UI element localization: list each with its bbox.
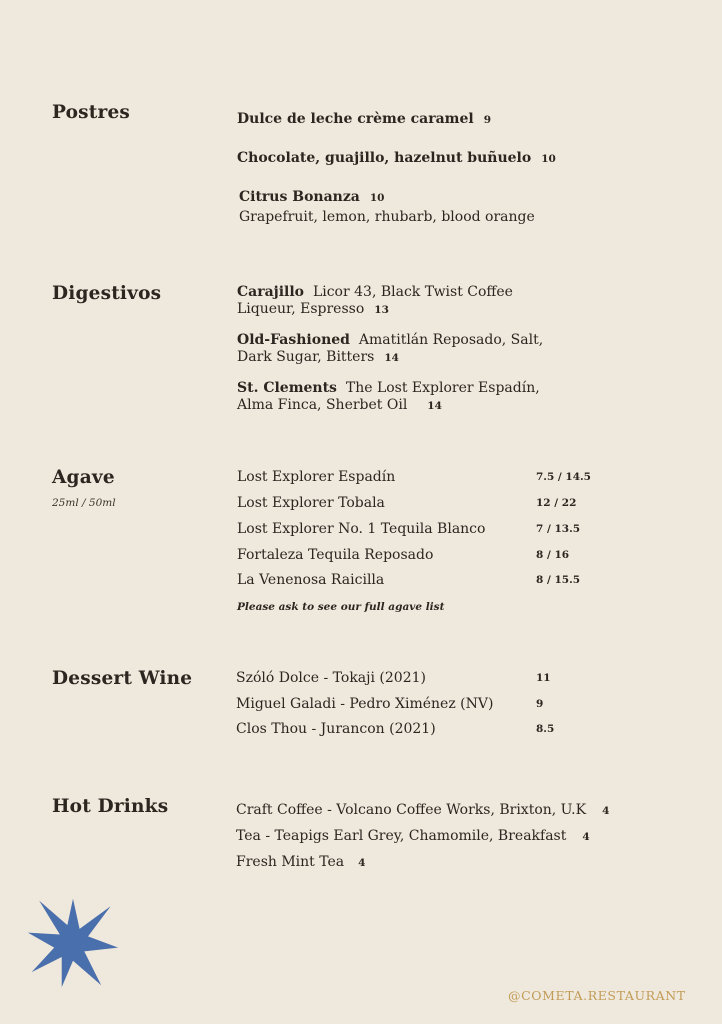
item-price: 14 bbox=[427, 400, 442, 412]
menu-item bbox=[236, 826, 590, 847]
item-price: 10 bbox=[369, 192, 385, 204]
menu-item-continued bbox=[237, 396, 442, 415]
menu-item bbox=[237, 570, 637, 590]
agave-note: Please ask to see our full agave list bbox=[237, 601, 445, 613]
item-name: Miguel Galadi - Pedro Ximénez (NV) bbox=[236, 696, 494, 712]
section-title: Agave bbox=[52, 467, 115, 488]
menu-item bbox=[237, 331, 543, 349]
item-name: La Venenosa Raicilla bbox=[237, 572, 385, 588]
item-price: 9 bbox=[483, 114, 492, 126]
item-price: 8 / 16 bbox=[536, 549, 570, 561]
menu-item bbox=[236, 719, 636, 739]
menu-item bbox=[236, 694, 636, 714]
item-name: Fortaleza Tequila Reposado bbox=[237, 547, 434, 563]
item-price: 4 bbox=[582, 831, 590, 843]
instagram-handle[interactable]: @COMETA.RESTAURANT bbox=[508, 988, 686, 1003]
menu-item bbox=[237, 545, 637, 565]
section-title: Hot Drinks bbox=[52, 796, 169, 817]
item-price: 10 bbox=[541, 153, 556, 165]
item-name: Dulce de leche crème caramel bbox=[237, 111, 474, 127]
item-description: Amatitlán Reposado, Salt, bbox=[358, 332, 544, 348]
item-price: 7 / 13.5 bbox=[536, 523, 581, 535]
item-name: Lost Explorer Espadín bbox=[237, 469, 396, 485]
menu-item bbox=[237, 283, 513, 301]
item-name: Carajillo bbox=[237, 284, 305, 300]
item-name: Citrus Bonanza bbox=[239, 189, 360, 205]
item-name: Tea - Teapigs Earl Grey, Chamomile, Breakfast bbox=[236, 828, 567, 844]
item-price: 12 / 22 bbox=[536, 497, 577, 509]
menu-item bbox=[237, 519, 637, 539]
item-name: Lost Explorer No. 1 Tequila Blanco bbox=[237, 521, 486, 537]
menu-item-continued bbox=[237, 348, 399, 367]
star-burst-shape bbox=[28, 899, 118, 987]
item-description: Liqueur, Espresso bbox=[237, 301, 365, 317]
star-burst-icon bbox=[26, 895, 120, 989]
item-price: 9 bbox=[536, 698, 544, 710]
item-price: 11 bbox=[536, 672, 551, 684]
item-description: Dark Sugar, Bitters bbox=[237, 349, 375, 365]
menu-item bbox=[237, 110, 491, 129]
section-title: Postres bbox=[52, 102, 131, 123]
item-price: 8.5 bbox=[536, 723, 555, 735]
item-name: Clos Thou - Jurancon (2021) bbox=[236, 721, 436, 737]
item-price: 4 bbox=[358, 857, 366, 869]
item-description: The Lost Explorer Espadín, bbox=[345, 380, 540, 396]
item-price: 8 / 15.5 bbox=[536, 574, 581, 586]
item-name: Chocolate, guajillo, hazelnut buñuelo bbox=[237, 150, 532, 166]
item-description: Alma Finca, Sherbet Oil bbox=[237, 397, 408, 413]
menu-item bbox=[236, 852, 365, 873]
item-price: 4 bbox=[602, 805, 610, 817]
item-name: Lost Explorer Tobala bbox=[237, 495, 385, 511]
item-name: Szóló Dolce - Tokaji (2021) bbox=[236, 670, 426, 686]
item-price: 7.5 / 14.5 bbox=[536, 471, 591, 483]
item-name: Craft Coffee - Volcano Coffee Works, Brixton, U.K bbox=[236, 802, 587, 818]
item-description: Licor 43, Black Twist Coffee bbox=[312, 284, 513, 300]
menu-item-continued bbox=[237, 300, 389, 319]
menu-item bbox=[236, 800, 609, 821]
menu-item bbox=[237, 493, 637, 513]
section-title: Dessert Wine bbox=[52, 668, 193, 689]
item-name: Old-Fashioned bbox=[237, 332, 350, 348]
section-title: Digestivos bbox=[52, 283, 162, 304]
menu-item bbox=[237, 379, 540, 397]
menu-item bbox=[239, 188, 384, 207]
item-description: Grapefruit, lemon, rhubarb, blood orange bbox=[239, 209, 535, 225]
menu-item bbox=[237, 149, 556, 168]
section-subtitle: 25ml / 50ml bbox=[52, 497, 116, 509]
item-price: 13 bbox=[374, 304, 389, 316]
item-name: St. Clements bbox=[237, 380, 337, 396]
menu-item bbox=[236, 668, 636, 688]
menu-item bbox=[237, 467, 637, 487]
item-price: 14 bbox=[384, 352, 399, 364]
item-name: Fresh Mint Tea bbox=[236, 854, 345, 870]
